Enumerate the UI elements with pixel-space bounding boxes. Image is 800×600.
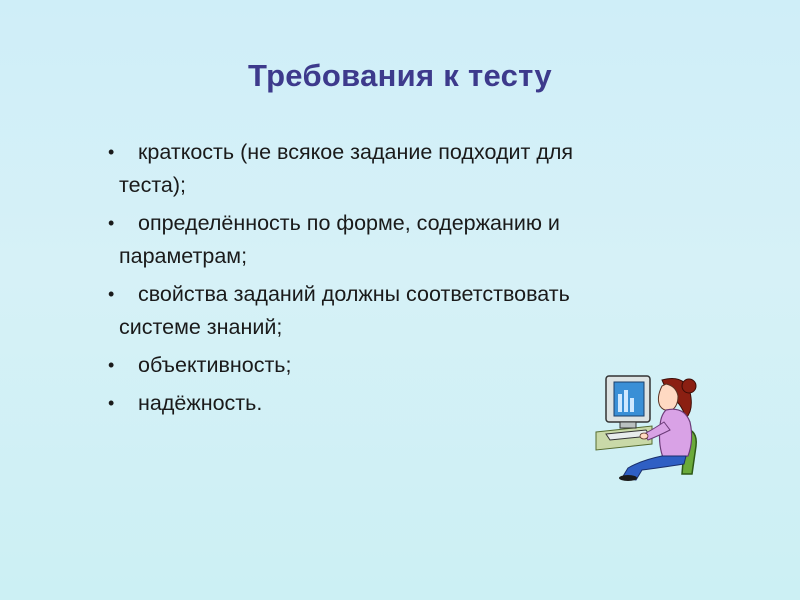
bullet-item	[108, 207, 708, 273]
bullet-text-continued: системе знаний;	[119, 315, 283, 339]
bullet-text-continued: параметрам;	[119, 244, 248, 268]
slide-title: Требования к тесту	[248, 58, 552, 93]
bullet-text-continued: теста);	[119, 173, 187, 197]
bullet-text: объективность;	[138, 353, 292, 377]
bullet-text: краткость (не всякое задание подходит для	[138, 140, 574, 164]
bullet-dot: •	[108, 142, 115, 162]
bullet-dot: •	[108, 284, 115, 304]
bullet-dot: •	[108, 355, 115, 375]
woman-at-computer-icon	[592, 370, 704, 482]
bullet-dot: •	[108, 393, 115, 413]
bullet-item	[108, 136, 708, 202]
bullet-item	[108, 278, 708, 344]
bullet-dot: •	[108, 213, 115, 233]
bullet-text: свойства заданий должны соответствовать	[138, 282, 570, 306]
bullet-text: надёжность.	[138, 391, 263, 415]
bullet-text: определённость по форме, содержанию и	[138, 211, 560, 235]
